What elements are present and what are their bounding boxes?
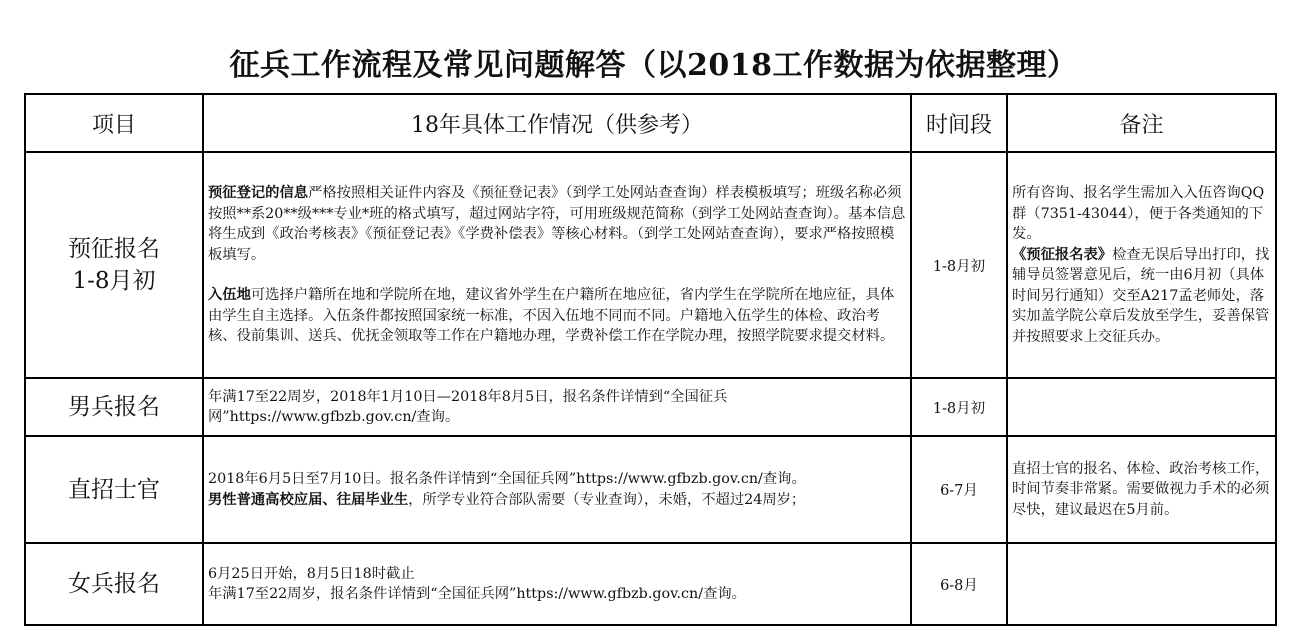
row-note-cell bbox=[1007, 152, 1276, 378]
row-item-cell: 女兵报名 bbox=[25, 543, 203, 625]
detail-text: 2018年6月5日至7月10日。报名条件详情到“全国征兵网”https://www.gfbzb.gov.cn/查询。 bbox=[208, 471, 806, 487]
header-detail: 18年具体工作情况（供参考） bbox=[203, 94, 911, 152]
detail-paragraph bbox=[208, 183, 906, 265]
detail-text: ，所学专业符合部队需要（专业查询），未婚，不超过24周岁； bbox=[408, 491, 806, 508]
detail-bold-text: 入伍地 bbox=[208, 287, 251, 304]
detail-text: 严格按照相关证件内容及《预征登记表》（到学工处网站查查询）样表模板填写；班级名称必须按照**系20**级***专业*班的格式填写，超过网站字符，可用班级规范简称（到学工处网站查查询）。基本信息将生成到《政治考核表》《预征登记表》《学费补偿表》等核心材料。（到学工处网站查查询），要求严格按照模板填写。 bbox=[208, 185, 906, 263]
detail-text: 6月25日开始，8月5日18时截止 bbox=[208, 565, 415, 582]
row-item-sublabel: 1-8月初 bbox=[72, 268, 156, 294]
row-detail-cell bbox=[203, 543, 911, 625]
row-detail-cell: 年满17至22周岁，2018年1月10日—2018年8月5日，报名条件详情到“全国征兵网”https://www.gfbzb.gov.cn/查询。 bbox=[203, 378, 911, 436]
note-text: 检查无误后导出打印，找辅导员签署意见后，统一由6月初（具体时间另行通知）交至A217孟老师处，落实加盖学院公章后发放至学生，妥善保管并按照要求上交征兵办。 bbox=[1012, 246, 1270, 345]
row-period-cell: 1-8月初 bbox=[911, 378, 1007, 436]
row-item-cell: 男兵报名 bbox=[25, 378, 203, 436]
row-detail-cell bbox=[203, 152, 911, 378]
note-text: 所有咨询、报名学生需加入入伍咨询QQ群（7351-43044），便于各类通知的下发。 bbox=[1012, 185, 1265, 242]
table-row bbox=[25, 436, 1276, 543]
table-row bbox=[25, 543, 1276, 625]
header-item: 项目 bbox=[25, 94, 203, 152]
row-note-cell: 直招士官的报名、体检、政治考核工作，时间节奏非常紧。需要做视力手术的必须尽快，建议最迟在5月前。 bbox=[1007, 436, 1276, 543]
recruitment-table bbox=[24, 93, 1277, 626]
row-note-cell bbox=[1007, 378, 1276, 436]
detail-text: 年满17至22周岁，报名条件详情到“全国征兵网”https://www.gfbzb.gov.cn/查询。 bbox=[208, 586, 746, 602]
row-period-cell: 6-7月 bbox=[911, 436, 1007, 543]
paragraph-gap bbox=[208, 265, 906, 285]
table-row bbox=[25, 152, 1276, 378]
page-title: 征兵工作流程及常见问题解答（以2018工作数据为依据整理） bbox=[229, 48, 1078, 83]
header-note: 备注 bbox=[1007, 94, 1276, 152]
row-period-cell: 6-8月 bbox=[911, 543, 1007, 625]
row-item-label: 预征报名 bbox=[68, 236, 160, 262]
row-item-cell: 直招士官 bbox=[25, 436, 203, 543]
row-detail-cell bbox=[203, 436, 911, 543]
row-item-cell bbox=[25, 152, 203, 378]
detail-paragraph bbox=[208, 285, 906, 347]
detail-text: 可选择户籍所在地和学院所在地，建议省外学生在户籍所在地应征，省内学生在学院所在地应征，具体由学生自主选择。入伍条件都按照国家统一标准，不因入伍地不同而不同。户籍地入伍学生的体检、政治考核、役前集训、送兵、优抚金领取等工作在户籍地办理，学费补偿工作在学院办理，按照学院要求提交材料。 bbox=[208, 287, 895, 345]
header-row bbox=[25, 94, 1276, 152]
detail-bold-text: 预征登记的信息 bbox=[208, 185, 309, 202]
note-bold-text: 《预征报名表》 bbox=[1012, 246, 1113, 263]
note-paragraph bbox=[1012, 245, 1271, 348]
table-row bbox=[25, 378, 1276, 436]
row-note-cell bbox=[1007, 543, 1276, 625]
detail-paragraph bbox=[208, 490, 906, 511]
row-period-cell: 1-8月初 bbox=[911, 152, 1007, 378]
header-period: 时间段 bbox=[911, 94, 1007, 152]
detail-bold-text: 男性普通高校应届、往届毕业生 bbox=[208, 491, 409, 508]
